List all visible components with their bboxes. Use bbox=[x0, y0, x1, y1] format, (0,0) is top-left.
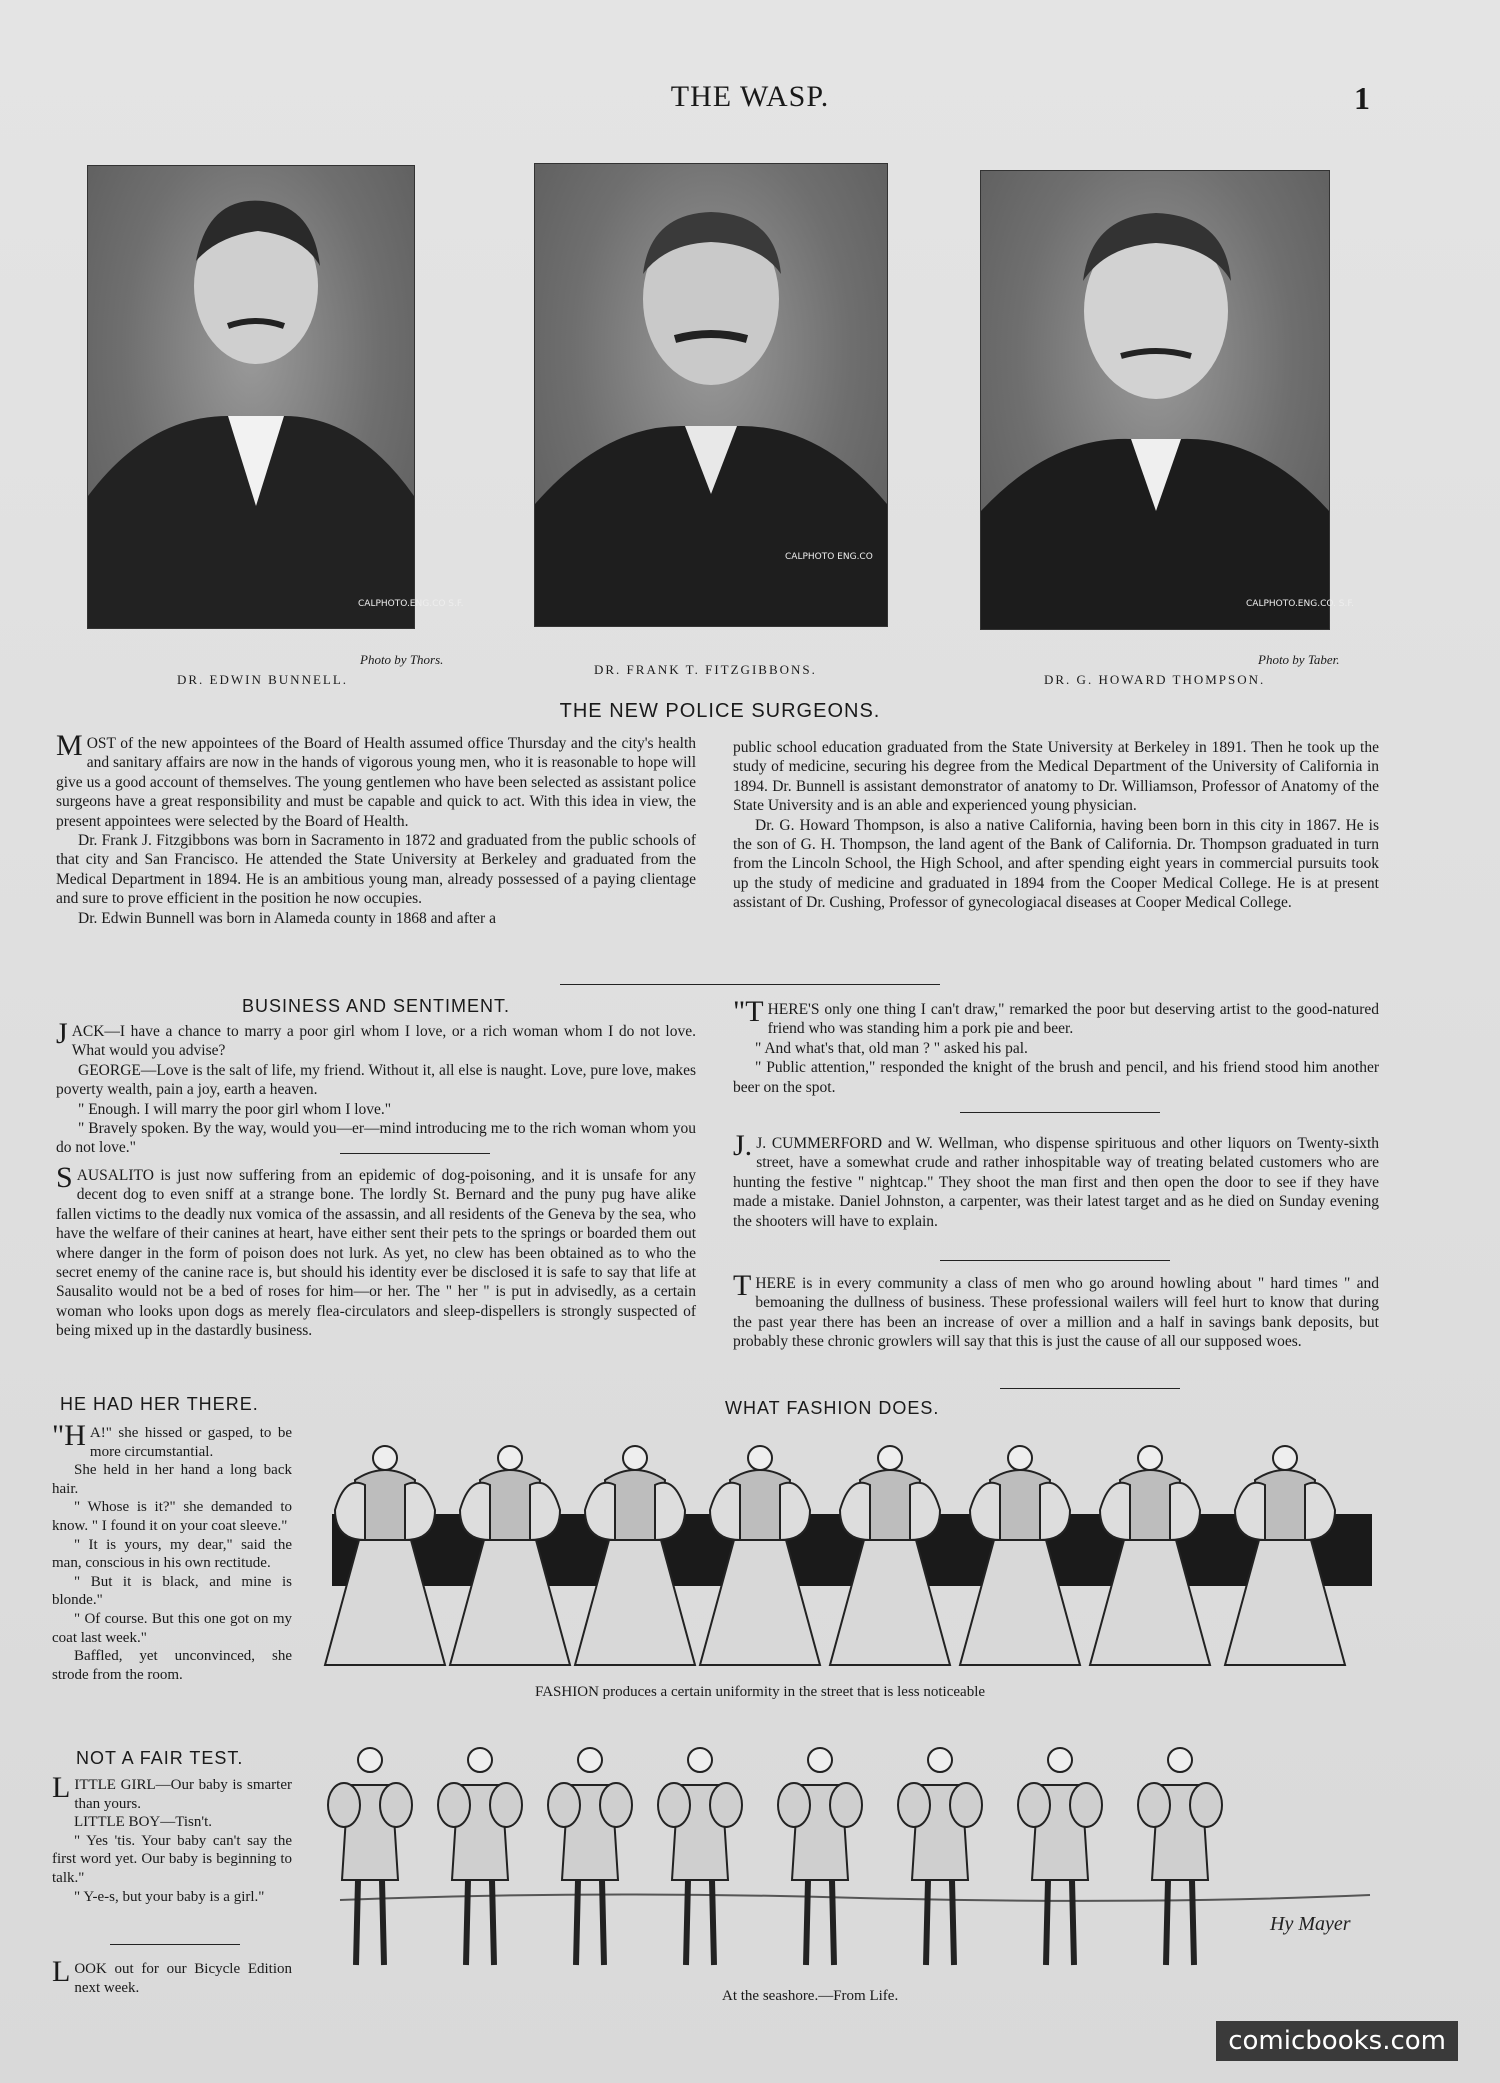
fashion-seashore-illustration bbox=[340, 1730, 1370, 1980]
divider bbox=[110, 1944, 240, 1945]
fairtest-column bbox=[52, 1771, 292, 1906]
portrait-caption: DR. G. HOWARD THOMPSON. bbox=[1044, 672, 1266, 687]
engraver-mark: CALPHOTO.ENG.CO S.F. bbox=[358, 599, 464, 609]
paragraph: " Y-e-s, but your baby is a girl." bbox=[74, 1888, 265, 1905]
section-title: NOT A FAIR TEST. bbox=[76, 1748, 244, 1768]
paragraph: "THERE'S only one thing I can't draw," remarked the poor but deserving artist to the good-natured friend who was standing him a pork pie and beer. bbox=[733, 995, 1379, 1038]
herthere-column bbox=[52, 1419, 292, 1684]
paragraph: Dr. G. Howard Thompson, is also a native California, having been born in this city in 1867. He is the son of G. H. Thompson, the land agent of the Bank of California. Dr. Thompson graduated in turn from the Lincoln School, the High School, and after spending eight years in commercial pursuits took up the study of medicine and graduated in 1894 from the Cooper Medical College. He is at present assistant of Dr. Cushing, Professor of gynecologiacal diseases at Cooper Medical College. bbox=[733, 816, 1379, 912]
paragraph: LITTLE BOY—Tisn't. bbox=[74, 1814, 212, 1831]
paragraph: Dr. Edwin Bunnell was born in Alameda county in 1868 and after a bbox=[78, 909, 496, 927]
paragraph: " Public attention," responded the knight of the brush and pencil, and his friend stood him another beer on the spot. bbox=[733, 1059, 1379, 1096]
illustration-caption: FASHION produces a certain uniformity in the street that is less noticeable bbox=[535, 1684, 986, 1700]
business-column bbox=[56, 1017, 696, 1158]
photo-credit: Photo by Thors. bbox=[360, 652, 444, 667]
paragraph: " Of course. But this one got on my coat last week." bbox=[52, 1610, 292, 1646]
paragraph: JACK—I have a chance to marry a poor girl whom I love, or a rich woman whom I do not love. What would you advise? bbox=[56, 1017, 696, 1060]
paragraph: public school education graduated from the State University at Berkeley in 1891. Then he took up the study of medicine, securing his degree from the Medical Department of the University of California in 1894. Dr. Bunnell is assistant demonstrator of anatomy to Dr. Williamson, Professor of Anatomy of the State University and is an able and experienced young physician. bbox=[733, 739, 1379, 815]
section-title: HE HAD HER THERE. bbox=[60, 1394, 259, 1414]
paragraph: " But it is black, and mine is blonde." bbox=[52, 1573, 292, 1609]
divider bbox=[960, 1112, 1160, 1113]
masthead: THE WASP. bbox=[670, 80, 830, 113]
watermark: comicbooks.com bbox=[1216, 2021, 1458, 2061]
portrait-caption: DR. FRANK T. FITZGIBBONS. bbox=[594, 662, 817, 677]
surgeons-right-column bbox=[733, 738, 1379, 913]
paragraph: " Enough. I will marry the poor girl whom I love." bbox=[78, 1100, 392, 1118]
bicycle-notice bbox=[52, 1955, 292, 1997]
artist-signature: Hy Mayer bbox=[1270, 1913, 1351, 1935]
divider bbox=[340, 1153, 490, 1154]
paragraph: She held in her hand a long back hair. bbox=[52, 1462, 292, 1497]
paragraph: " Whose is it?" she demanded to know. " I found it on your coat sleeve." bbox=[52, 1499, 292, 1534]
paragraph: Dr. Frank J. Fitzgibbons was born in Sacramento in 1872 and graduated from the public schools of that city and San Francisco. He attended the State University at Berkeley and graduated from the Medical Department in 1894. He is an ambitious young man, already possessed of a paying clientage and sure to prove efficient in the position he now occupies. bbox=[56, 832, 696, 908]
page-number: 1 bbox=[1354, 80, 1370, 116]
paragraph: SAUSALITO is just now suffering from an epidemic of dog-poisoning, and it is unsafe for any decent dog to even sniff at a strange bone. The lordly St. Bernard and the puny pug have alike fallen victims to the deadly nux vomica of the assassin, and all residents of the Geneva by the sea, who have the welfare of their canines at heart, have either sent their pets to the springs or boarded them out where danger in the form of poison does not lurk. As yet, no clew has been obtained as to who the secret enemy of the canine race is, but should his identity ever be disclosed it is safe to say that life at Sausalito would not be a bed of roses for him—or her. The " her " is put in advisedly, as a certain woman who looks upon dogs as merely flea-circulators and sleep-dispellers is strongly suspected of being mixed up in the dastardly business. bbox=[56, 1161, 696, 1340]
cummerford-column bbox=[733, 1129, 1379, 1231]
hardtimes-column bbox=[733, 1269, 1379, 1352]
paragraph: LITTLE GIRL—Our baby is smarter than yours. bbox=[52, 1771, 292, 1812]
photo-credit: Photo by Taber. bbox=[1258, 652, 1340, 667]
section-title: THE NEW POLICE SURGEONS. bbox=[559, 700, 881, 722]
sausalito-column bbox=[56, 1161, 696, 1341]
portrait-fitzgibbons bbox=[534, 163, 888, 627]
section-title: WHAT FASHION DOES. bbox=[725, 1398, 940, 1418]
engraver-mark: CALPHOTO ENG.CO bbox=[785, 552, 873, 562]
divider bbox=[940, 1260, 1170, 1261]
section-title: BUSINESS AND SENTIMENT. bbox=[241, 996, 511, 1016]
fashion-street-illustration bbox=[330, 1430, 1375, 1685]
portrait-caption: DR. EDWIN BUNNELL. bbox=[177, 672, 349, 687]
paragraph: Baffled, yet unconvinced, she strode from the room. bbox=[52, 1648, 292, 1683]
portrait-thompson bbox=[980, 170, 1354, 630]
paragraph: THERE is in every community a class of men who go around howling about " hard times " and bemoaning the dullness of business. These professional wailers will feel hurt to know that during the past year there has been an increase of over a million and a half in savings bank deposits, but probably these chronic growlers will say that this is just the cause of all our supposed woes. bbox=[733, 1269, 1379, 1351]
paragraph: " Bravely spoken. By the way, would you—er—mind introducing me to the rich woman whom you do not love." bbox=[56, 1120, 696, 1157]
paragraph: LOOK out for our Bicycle Edition next week. bbox=[52, 1955, 292, 1996]
paragraph: MOST of the new appointees of the Board of Health assumed office Thursday and the city's health and sanitary affairs are now in the hands of vigorous young men, who it is reasonable to hope will give us a good account of themselves. The young gentlemen who have been selected as assistant police surgeons have a great responsibility and must be capable and quick to act. With this idea in view, the present appointees were selected by the Board of Health. bbox=[56, 729, 696, 830]
engraver-mark: CALPHOTO.ENG.CO. S.F. bbox=[1246, 599, 1354, 609]
portrait-bunnell bbox=[87, 165, 464, 629]
artist-column bbox=[733, 995, 1379, 1097]
surgeons-left-column bbox=[56, 729, 696, 928]
paragraph: J.J. CUMMERFORD and W. Wellman, who dispense spirituous and other liquors on Twenty-sixth street, have a somewhat crude and rather inhospitable way of treating belated customers who are hunting the festive " nightcap." They shoot the man first and then open the door to see if they have made a mistake. Daniel Johnston, a carpenter, was their latest target and as he died on Sunday evening the shooters will have to explain. bbox=[733, 1129, 1379, 1230]
paragraph: "HA!" she hissed or gasped, to be more circumstantial. bbox=[52, 1419, 292, 1460]
paragraph: " Yes 'tis. Your baby can't say the first word yet. Our baby is beginning to talk." bbox=[52, 1832, 292, 1886]
paragraph: GEORGE—Love is the salt of life, my friend. Without it, all else is naught. Love, pure love, makes poverty wealth, pain a joy, earth a heaven. bbox=[56, 1061, 696, 1099]
divider bbox=[1000, 1388, 1180, 1389]
paragraph: " And what's that, old man ? " asked his pal. bbox=[755, 1039, 1028, 1057]
divider bbox=[560, 984, 940, 985]
illustration-caption: At the seashore.—From Life. bbox=[722, 1988, 899, 2004]
paragraph: " It is yours, my dear," said the man, conscious in his own rectitude. bbox=[52, 1536, 292, 1572]
